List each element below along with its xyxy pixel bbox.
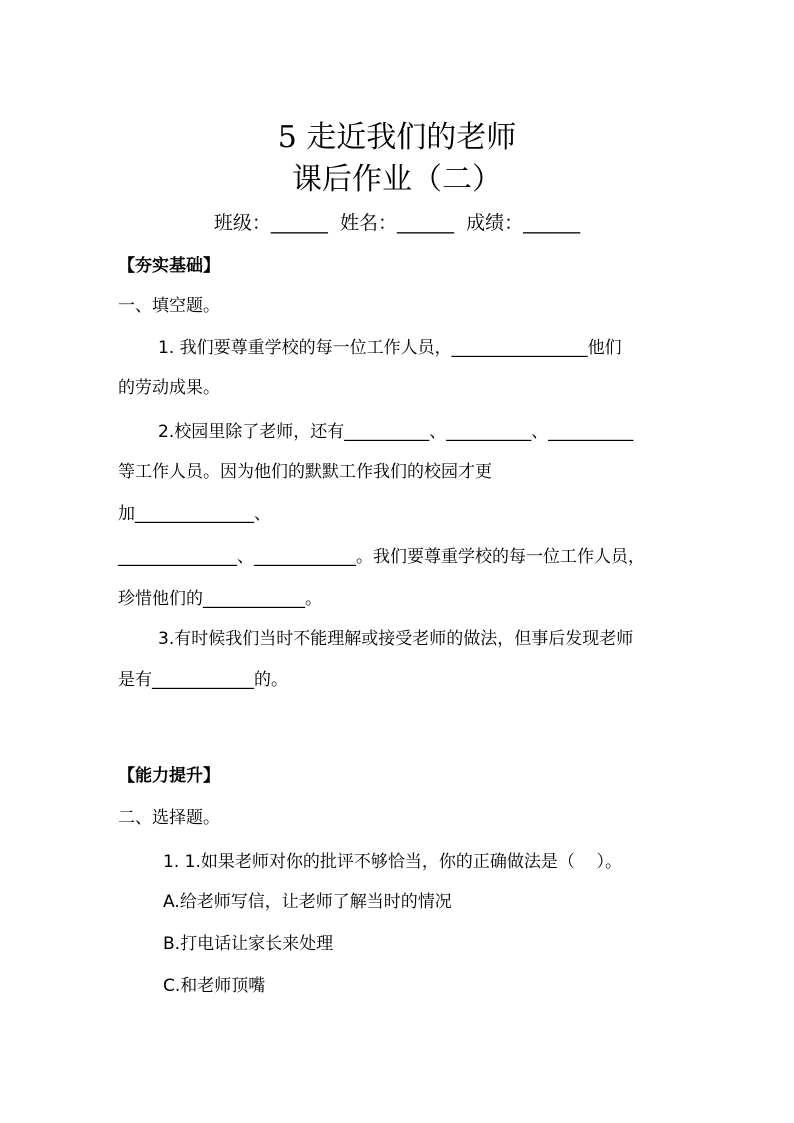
section-heading-advanced: 【能力提升】 [118, 766, 220, 786]
part-multiple-choice: 二、选择题。 [118, 808, 220, 828]
question-3-line-2: 是有____________的。 [118, 670, 288, 690]
choice-question-1: 1. 1.如果老师对你的批评不够恰当，你的正确做法是（ ）。 [163, 852, 622, 872]
section-heading-basics: 【夯实基础】 [118, 256, 220, 276]
question-2-line-2: 等工作人员。因为他们的默默工作我们的校园才更 [118, 462, 492, 482]
question-2-line-4: ______________、____________。我们要尊重学校的每一位工作人员， [118, 547, 645, 567]
choice-option-b: B.打电话让家长来处理 [163, 934, 334, 954]
question-2-line-5: 珍惜他们的____________。 [118, 589, 322, 609]
part-fill-blank: 一、填空题。 [118, 296, 220, 316]
question-1-line-1: 1. 我们要尊重学校的每一位工作人员，________________他们 [158, 338, 622, 358]
question-2-line-1: 2.校园里除了老师，还有__________、__________、__________ [158, 422, 634, 442]
choice-option-c: C.和老师顶嘴 [163, 976, 266, 996]
question-2-line-3: 加______________、 [118, 504, 271, 524]
page-title: 5 走近我们的老师 [277, 120, 517, 155]
page-subtitle: 课后作业（二） [292, 162, 502, 197]
question-1-line-2: 的劳动成果。 [118, 378, 220, 398]
choice-option-a: A.给老师写信，让老师了解当时的情况 [163, 892, 452, 912]
question-3-line-1: 3.有时候我们当时不能理解或接受老师的做法，但事后发现老师 [158, 629, 634, 649]
student-info-line: 班级：______ 姓名：______ 成绩：______ [213, 212, 581, 234]
